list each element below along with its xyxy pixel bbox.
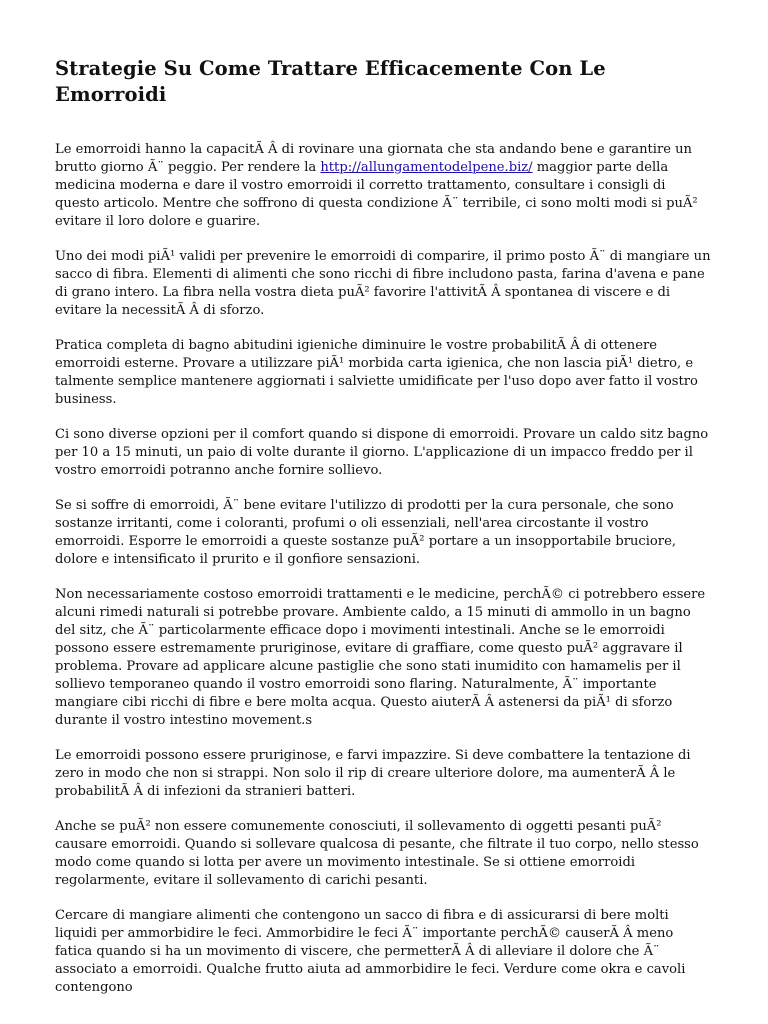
paragraph-3: Pratica completa di bagno abitudini igieniche diminuire le vostre probabilitÃ Â di ottenere emorroidi esterne. Provare a utilizzare piÃ¹ morbida carta igienica, che non lascia piÃ¹ dietro, e talmente semplice mantenere aggiornati i salviette umidificate per l'uso dopo aver fatto il vostro business. <box>55 338 698 407</box>
paragraph-1-text-b: maggior parte della medicina moderna e dare il vostro emorroidi il corretto trattamento, consultare i consigli di questo articolo. Mentre che soffrono di questa condizione Ã¨ terribile, ci sono molti modi si puÃ² evitare il loro dolore e guarire. <box>55 160 698 229</box>
paragraph-1 <box>55 141 714 231</box>
paragraph-9: Cercare di mangiare alimenti che contengono un sacco di fibra e di assicurarsi di bere molti liquidi per ammorbidire le feci. Ammorbidire le feci Ã¨ importante perchÃ© causerÃ Â meno fatica quando si ha un movimento di viscere, che permetterÃ Â di alleviare il dolore che Ã¨ associato a emorroidi. Qualche frutto aiuta ad ammorbidire le feci. Verdure come okra e cavoli contengono <box>55 908 686 995</box>
paragraph-1-text-a: Le emorroidi hanno la capacitÃ Â di rovinare una giornata che sta andando bene e garantire un brutto giorno Ã¨ peggio. Per rendere la <box>55 142 692 175</box>
paragraph-2: Uno dei modi piÃ¹ validi per prevenire le emorroidi di comparire, il primo posto Ã¨ di mangiare un sacco di fibra. Elementi di alimenti che sono ricchi di fibre includono pasta, farina d'avena e pane di grano intero. La fibra nella vostra dieta puÃ² favorire l'attivitÃ Â spontanea di viscere e di evitare la necessitÃ Â di sforzo. <box>55 249 711 318</box>
paragraph-6: Non necessariamente costoso emorroidi trattamenti e le medicine, perchÃ© ci potrebbero essere alcuni rimedi naturali si potrebbe provare. Ambiente caldo, a 15 minuti di ammollo in un bagno del sitz, che Ã¨ particolarmente efficace dopo i movimenti intestinali. Anche se le emorroidi possono essere estremamente pruriginose, evitare di graffiare, come questo puÃ² aggravare il problema. Provare ad applicare alcune pastiglie che sono stati inumidito con hamamelis per il sollievo temporaneo quando il vostro emorroidi sono flaring. Naturalmente, Ã¨ importante mangiare cibi ricchi di fibre e bere molta acqua. Questo aiuterÃ Â astenersi da piÃ¹ di sforzo durante il vostro intestino movement.s <box>55 587 706 728</box>
paragraph-4: Ci sono diverse opzioni per il comfort quando si dispone di emorroidi. Provare un caldo sitz bagno per 10 a 15 minuti, un paio di volte durante il giorno. L'applicazione di un impacco freddo per il vostro emorroidi potranno anche fornire sollievo. <box>55 427 709 478</box>
paragraph-5: Se si soffre di emorroidi, Ã¨ bene evitare l'utilizzo di prodotti per la cura personale, che sono sostanze irritanti, come i coloranti, profumi o oli essenziali, nell'area circostante il vostro emorroidi. Esporre le emorroidi a queste sostanze puÃ² portare a un insopportabile bruciore, dolore e intensificato il prurito e il gonfiore sensazioni. <box>55 498 676 567</box>
paragraph-7: Le emorroidi possono essere pruriginose, e farvi impazzire. Si deve combattere la tentazione di zero in modo che non si strappi. Non solo il rip di creare ulteriore dolore, ma aumenterÃ Â le probabilitÃ Â di infezioni da stranieri batteri. <box>55 748 691 799</box>
document-title: Strategie Su Come Trattare Efficacemente Con Le Emorroidi <box>55 57 606 106</box>
paragraph-8: Anche se puÃ² non essere comunemente conosciuti, il sollevamento di oggetti pesanti puÃ² causare emorroidi. Quando si sollevare qualcosa di pesante, che filtrate il tuo corpo, nello stesso modo come quando si lotta per avere un movimento intestinale. Se si ottiene emorroidi regolarmente, evitare il sollevamento di carichi pesanti. <box>55 819 699 888</box>
external-link[interactable]: http://allungamentodelpene.biz/ <box>320 160 533 175</box>
article-body <box>55 141 714 997</box>
